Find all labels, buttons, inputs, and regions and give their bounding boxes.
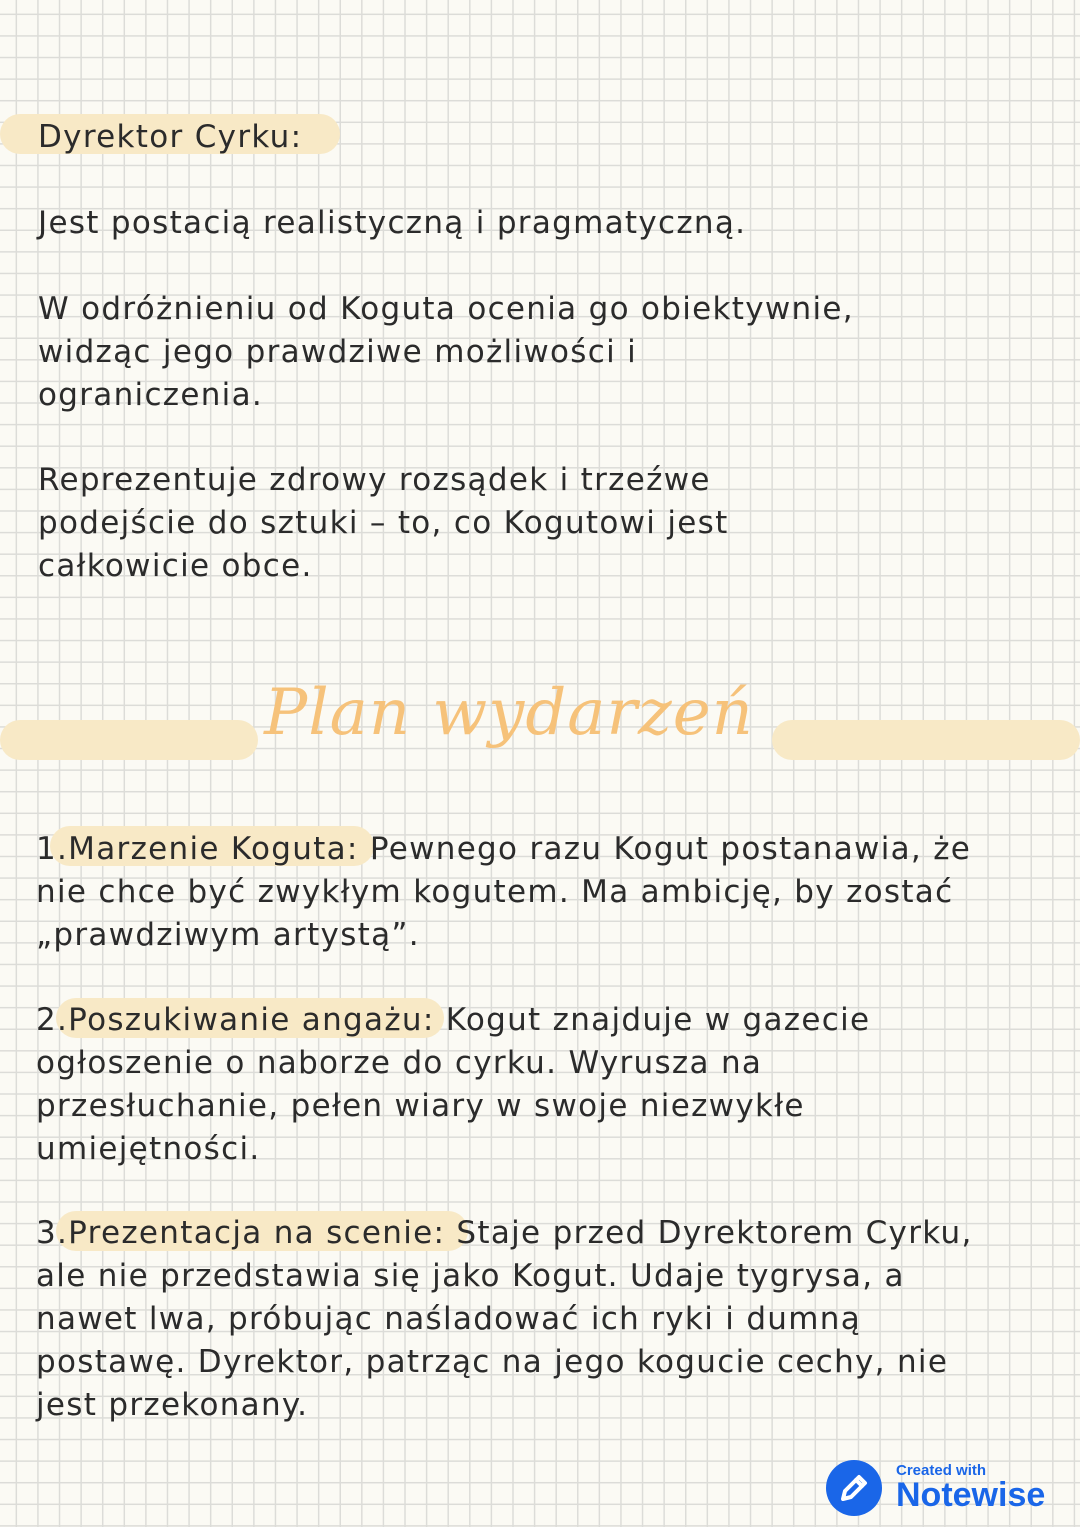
section-title-text: Dyrektor Cyrku: [38, 119, 303, 155]
event-line [36, 1212, 973, 1255]
event-item-1 [36, 828, 971, 957]
event-label: 2.Poszukiwanie angażu: [36, 1002, 435, 1038]
badge-brand: Notewise [896, 1476, 1046, 1514]
section-title [38, 116, 302, 159]
paragraph-line: widząc jego prawdziwe możliwości i [38, 334, 638, 370]
event-line: jest przekonany. [36, 1387, 309, 1423]
event-item-3 [36, 1212, 973, 1427]
paragraph-line: ograniczenia. [38, 377, 264, 413]
event-line [36, 999, 870, 1042]
event-text: Pewnego razu Kogut postanawia, że [358, 831, 972, 867]
event-line: przesłuchanie, pełen wiary w swoje niezwykłe [36, 1088, 805, 1124]
paragraph-line: W odróżnieniu od Koguta ocenia go obiektywnie, [38, 291, 854, 327]
section-heading: Plan wydarzeń [264, 676, 754, 750]
pencil-icon [826, 1460, 882, 1516]
event-line: ale nie przedstawia się jako Kogut. Udaje tygrysa, a [36, 1258, 905, 1294]
event-line: „prawdziwym artystą”. [36, 917, 420, 953]
event-label: 1.Marzenie Koguta: [36, 831, 359, 867]
event-item-2 [36, 999, 870, 1171]
paragraph-2 [38, 288, 854, 417]
paragraph-line: podejście do sztuki – to, co Kogutowi jest [38, 505, 729, 541]
event-line: umiejętności. [36, 1131, 261, 1167]
paragraph-3 [38, 459, 729, 588]
paragraph-line: Jest postacią realistyczną i pragmatyczną. [38, 205, 747, 241]
paragraph-1 [38, 202, 746, 245]
paragraph-line: całkowicie obce. [38, 548, 313, 584]
notewise-badge [826, 1460, 1062, 1520]
event-label: 3.Prezentacja na scenie: [36, 1215, 446, 1251]
event-line: nawet lwa, próbując naśladować ich ryki i dumną [36, 1301, 861, 1337]
event-text: Kogut znajduje w gazecie [434, 1002, 871, 1038]
event-text: Staje przed Dyrektorem Cyrku, [445, 1215, 973, 1251]
event-line: ogłoszenie o naborze do cyrku. Wyrusza na [36, 1045, 763, 1081]
badge-caption: Created with [896, 1462, 987, 1479]
event-line: postawę. Dyrektor, patrząc na jego kogucie cechy, nie [36, 1344, 949, 1380]
event-line [36, 828, 971, 871]
event-line: nie chce być zwykłym kogutem. Ma ambicję, by zostać [36, 874, 954, 910]
paragraph-line: Reprezentuje zdrowy rozsądek i trzeźwe [38, 462, 711, 498]
